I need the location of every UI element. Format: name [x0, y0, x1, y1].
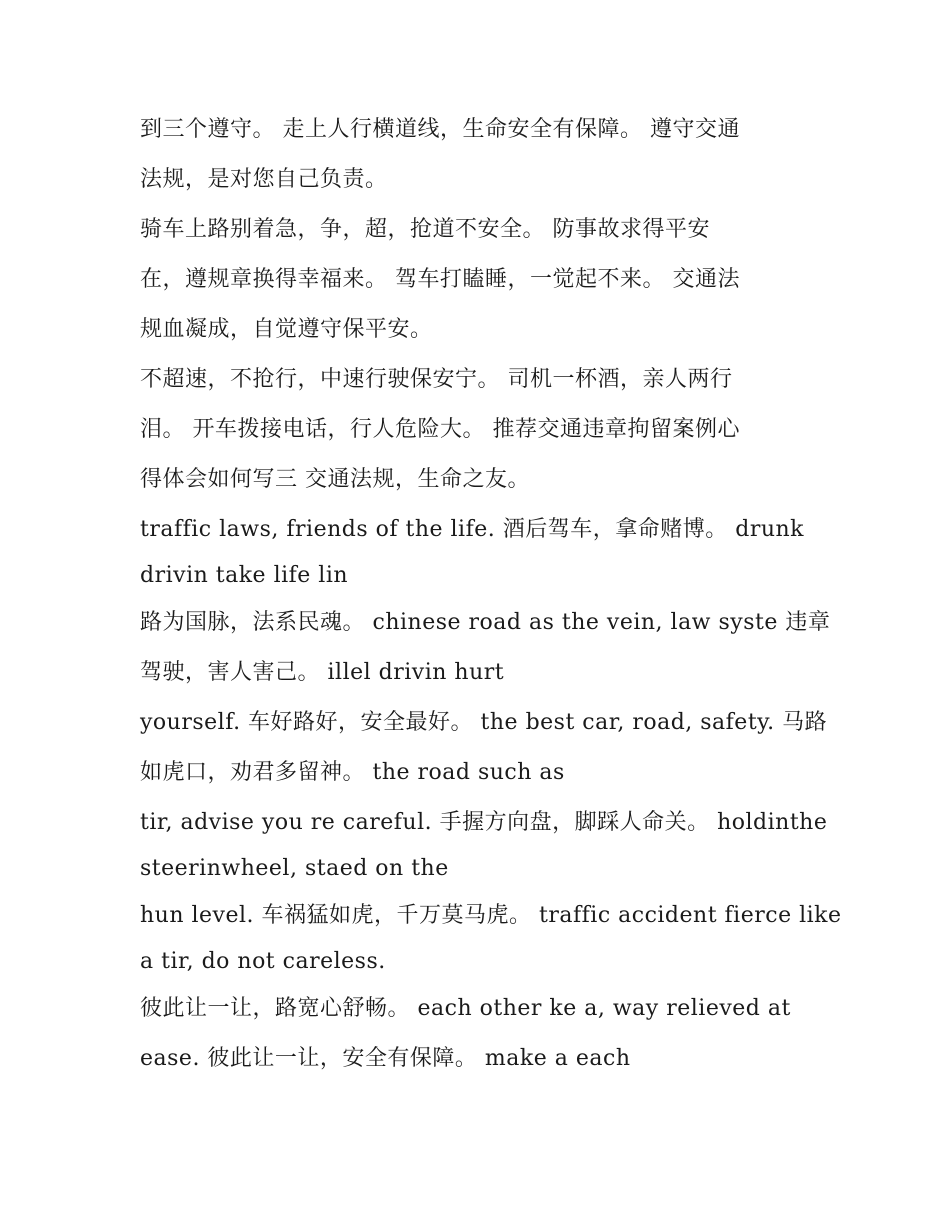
document-body	[140, 105, 842, 1084]
text-line: 彼此让一让，路宽心舒畅。 each other ke a, way relieved at	[140, 996, 791, 1021]
text-line: ease. 彼此让一让，安全有保障。 make a each	[140, 1046, 631, 1071]
paragraph-5	[140, 598, 831, 698]
text-line: 如虎口，劝君多留神。 the road such as	[140, 760, 565, 785]
text-line: 不超速，不抢行，中速行驶保安宁。 司机一杯酒，亲人两行	[140, 367, 733, 392]
text-line: traffic laws, friends of the life. 酒后驾车，拿命赌博。 drunk	[140, 517, 805, 542]
text-line: 在，遵规章换得幸福来。 驾车打瞌睡，一觉起不来。 交通法	[140, 267, 740, 292]
text-line: 到三个遵守。 走上人行横道线，生命安全有保障。 遵守交通	[140, 117, 740, 142]
text-line: yourself. 车好路好，安全最好。 the best car, road, safety. 马路	[140, 710, 828, 735]
text-line: steerinwheel, staed on the	[140, 856, 449, 881]
text-line: tir, advise you re careful. 手握方向盘，脚踩人命关。 holdinthe	[140, 810, 828, 835]
text-line: 得体会如何写三 交通法规，生命之友。	[140, 467, 530, 492]
paragraph-7	[140, 798, 828, 891]
text-line: hun level. 车祸猛如虎，千万莫马虎。 traffic accident fierce like	[140, 903, 842, 928]
paragraph-8	[140, 891, 842, 984]
text-line: 泪。 开车拨接电话，行人危险大。 推荐交通违章拘留案例心	[140, 417, 740, 442]
text-line: a tir, do not careless.	[140, 949, 386, 974]
paragraph-4	[140, 505, 820, 598]
text-line: drivin take life lin	[140, 563, 349, 588]
text-line: 路为国脉，法系民魂。 chinese road as the vein, law syste 违章	[140, 610, 831, 635]
text-line: 法规，是对您自己负责。	[140, 167, 388, 192]
text-line: 驾驶，害人害己。 illel drivin hurt	[140, 660, 505, 685]
paragraph-3	[140, 355, 820, 505]
text-line: 骑车上路别着急，争，超，抢道不安全。 防事故求得平安	[140, 217, 710, 242]
paragraph-6	[140, 698, 828, 798]
paragraph-9	[140, 984, 820, 1084]
paragraph-2	[140, 205, 820, 355]
paragraph-1	[140, 105, 820, 205]
text-line: 规血凝成，自觉遵守保平安。	[140, 317, 433, 342]
